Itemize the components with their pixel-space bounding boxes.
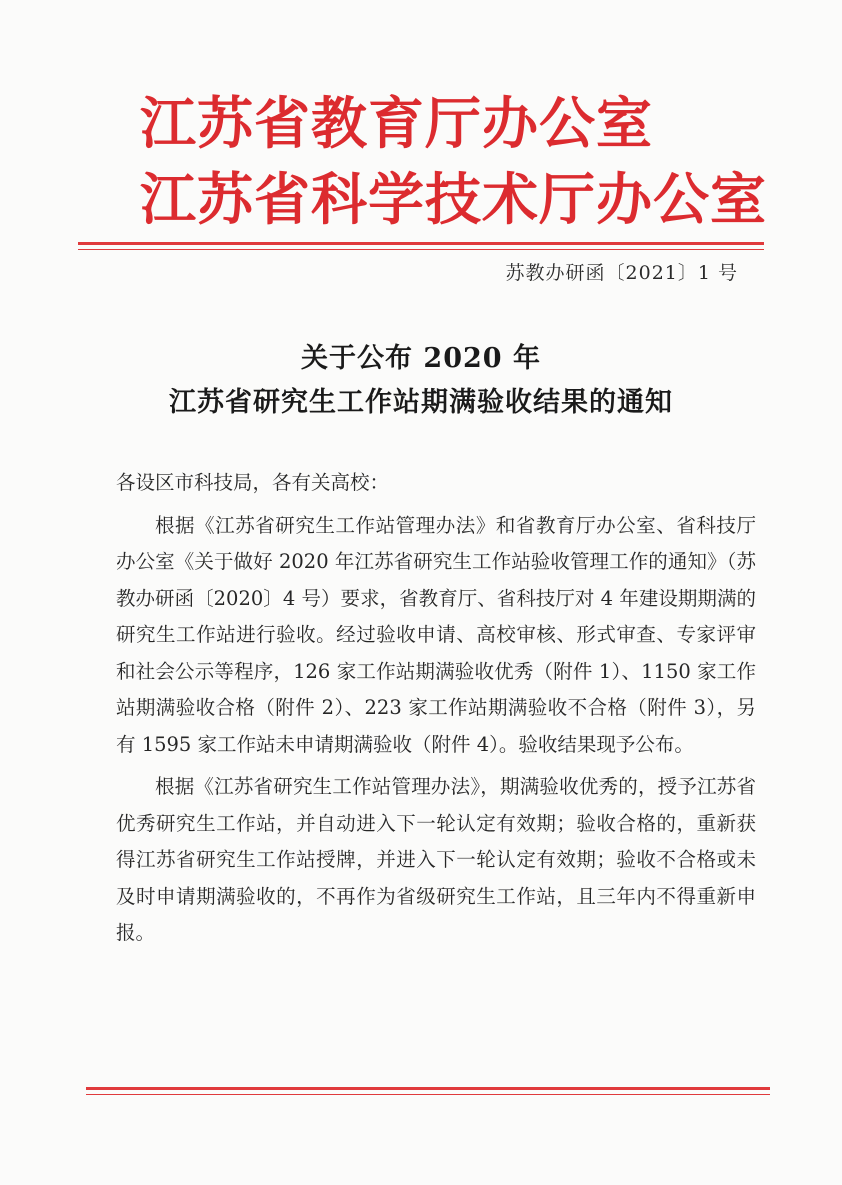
notice-heading-line-2: 江苏省研究生工作站期满验收结果的通知 xyxy=(169,387,673,418)
header-rule-thick xyxy=(78,242,764,245)
document-number: 苏教办研函〔2021〕1 号 xyxy=(505,262,738,284)
issuer-title-education: 江苏省教育厅办公室 xyxy=(140,91,653,157)
salutation: 各设区市科技局，各有关高校： xyxy=(116,471,390,494)
notice-heading-line-1: 关于公布 2020 年 xyxy=(301,343,541,374)
issuer-title-science: 江苏省科学技术厅办公室 xyxy=(140,167,767,233)
footer-rule-thin xyxy=(86,1094,770,1095)
body-paragraph-2: 根据《江苏省研究生工作站管理办法》，期满验收优秀的，授予江苏省优秀研究生工作站，并自动进入下一轮认定有效期；验收合格的，重新获得江苏省研究生工作站授牌，并进入下一轮认定有效期；验收不合格或未及时申请期满验收的，不再作为省级研究生工作站，且三年内不得重新申报。 xyxy=(116,775,756,944)
footer-rule-thick xyxy=(86,1087,770,1090)
notice-body xyxy=(116,465,756,952)
header-rule-thin xyxy=(78,249,764,250)
body-paragraph-1: 根据《江苏省研究生工作站管理办法》和省教育厅办公室、省科技厅办公室《关于做好 2020 年江苏省研究生工作站验收管理工作的通知》（苏教办研函〔2020〕4 号）要求，省教育厅、省科技厅对 4 年建设期期满的研究生工作站进行验收。经过验收申请、高校审核、形式审查、专家评审和社会公示等程序，126 家工作站期满验收优秀（附件 1）、1150 家工作站期满验收合格（附件 2）、223 家工作站期满验收不合格（附件 3），另有 1595 家工作站未申请期满验收（附件 4）。验收结果现予公布。 xyxy=(116,513,756,756)
